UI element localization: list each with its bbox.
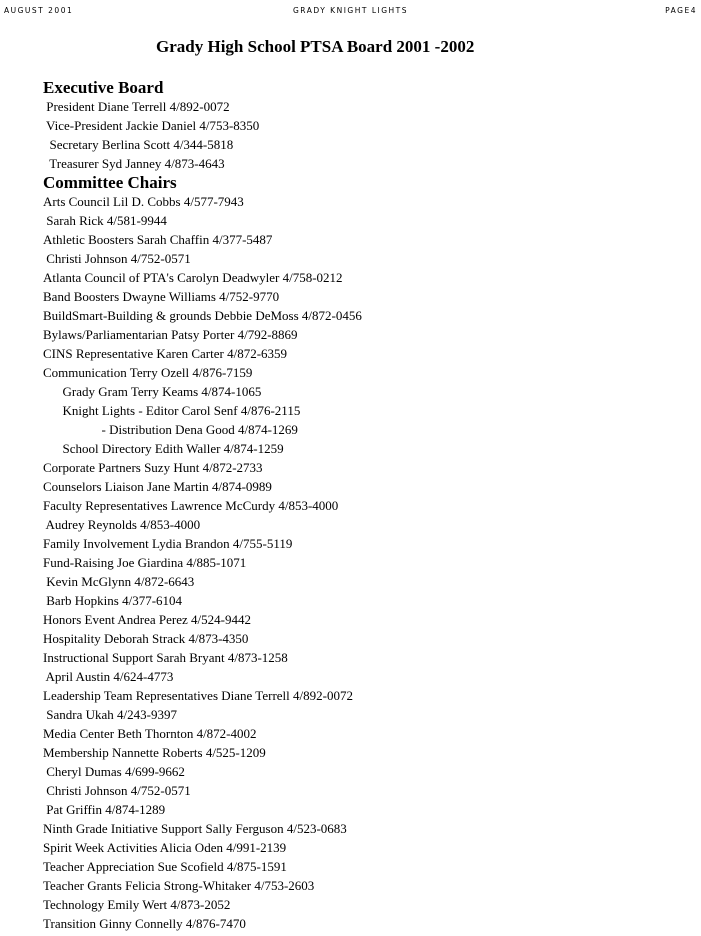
list-item: Treasurer Syd Janney 4/873-4643: [43, 156, 225, 171]
list-item: CINS Representative Karen Carter 4/872-6359: [43, 346, 288, 361]
list-item: Kevin McGlynn 4/872-6643: [43, 574, 195, 589]
header-page-number: PAGE4: [665, 6, 697, 15]
list-item: Leadership Team Representatives Diane Terrell 4/892-0072: [43, 688, 353, 703]
list-item: Sarah Rick 4/581-9944: [43, 213, 167, 228]
list-item: Instructional Support Sarah Bryant 4/873-1258: [43, 650, 288, 665]
list-item: Athletic Boosters Sarah Chaffin 4/377-5487: [43, 232, 273, 247]
list-item: Cheryl Dumas 4/699-9662: [43, 764, 185, 779]
list-item: Band Boosters Dwayne Williams 4/752-9770: [43, 289, 280, 304]
list-item: Vice-President Jackie Daniel 4/753-8350: [43, 118, 260, 133]
committee-chairs-heading: Committee Chairs: [43, 173, 177, 192]
list-item: Atlanta Council of PTA's Carolyn Deadwyler 4/758-0212: [43, 270, 343, 285]
header-publication: GRADY KNIGHT LIGHTS: [292, 6, 409, 15]
list-item: President Diane Terrell 4/892-0072: [43, 99, 230, 114]
list-item: Hospitality Deborah Strack 4/873-4350: [43, 631, 249, 646]
list-item: April Austin 4/624-4773: [43, 669, 174, 684]
list-item: Membership Nannette Roberts 4/525-1209: [43, 745, 266, 760]
list-item: Secretary Berlina Scott 4/344-5818: [43, 137, 234, 152]
list-item: Transition Ginny Connelly 4/876-7470: [43, 916, 246, 931]
list-item: Ninth Grade Initiative Support Sally Ferguson 4/523-0683: [43, 821, 347, 836]
list-item: Teacher Appreciation Sue Scofield 4/875-1591: [43, 859, 287, 874]
list-item: Knight Lights - Editor Carol Senf 4/876-2115: [43, 403, 301, 418]
list-item: BuildSmart-Building & grounds Debbie DeMoss 4/872-0456: [43, 308, 362, 323]
list-item: Fund-Raising Joe Giardina 4/885-1071: [43, 555, 247, 570]
list-item: Counselors Liaison Jane Martin 4/874-0989: [43, 479, 272, 494]
list-item: Arts Council Lil D. Cobbs 4/577-7943: [43, 194, 244, 209]
list-item: - Distribution Dena Good 4/874-1269: [43, 422, 298, 437]
header-date: AUGUST 2001: [4, 6, 74, 15]
list-item: Barb Hopkins 4/377-6104: [43, 593, 183, 608]
list-item: Bylaws/Parliamentarian Patsy Porter 4/792-8869: [43, 327, 298, 342]
list-item: Technology Emily Wert 4/873-2052: [43, 897, 231, 912]
list-item: Christi Johnson 4/752-0571: [43, 251, 191, 266]
list-item: Corporate Partners Suzy Hunt 4/872-2733: [43, 460, 263, 475]
list-item: Grady Gram Terry Keams 4/874-1065: [43, 384, 262, 399]
list-item: Media Center Beth Thornton 4/872-4002: [43, 726, 257, 741]
list-item: Faculty Representatives Lawrence McCurdy 4/853-4000: [43, 498, 339, 513]
list-item: Teacher Grants Felicia Strong-Whitaker 4/753-2603: [43, 878, 315, 893]
list-item: Audrey Reynolds 4/853-4000: [43, 517, 201, 532]
list-item: Sandra Ukah 4/243-9397: [43, 707, 177, 722]
page-title: Grady High School PTSA Board 2001 -2002: [156, 37, 475, 56]
list-item: Pat Griffin 4/874-1289: [43, 802, 166, 817]
list-item: Family Involvement Lydia Brandon 4/755-5119: [43, 536, 293, 551]
list-item: Communication Terry Ozell 4/876-7159: [43, 365, 253, 380]
list-item: School Directory Edith Waller 4/874-1259: [43, 441, 284, 456]
list-item: Spirit Week Activities Alicia Oden 4/991-2139: [43, 840, 287, 855]
list-item: Christi Johnson 4/752-0571: [43, 783, 191, 798]
list-item: Honors Event Andrea Perez 4/524-9442: [43, 612, 251, 627]
executive-board-heading: Executive Board: [43, 78, 164, 97]
